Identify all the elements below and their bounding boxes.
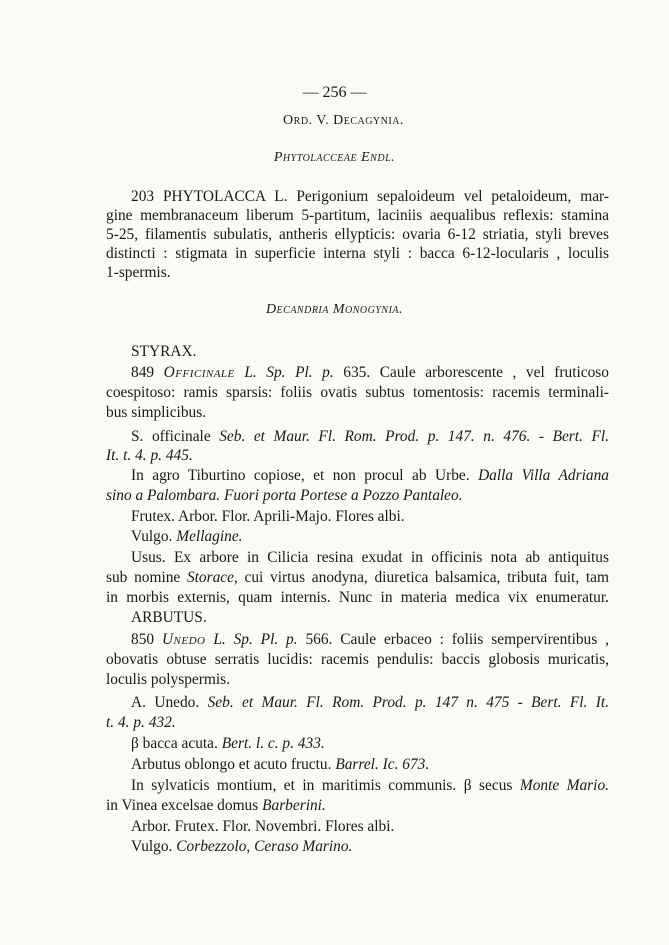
synonym-line-1 (131, 428, 609, 446)
synonym-line-2: It. t. 4. p. 445. (106, 447, 193, 464)
habitat-text: in Vinea excelsae domus (106, 797, 259, 814)
genus-203-line-2: gine membranaceum liberum 5-partitum, laciniis aequalibus reflexis: stamina (106, 207, 609, 224)
usus-drug-name: Storace, (186, 569, 238, 586)
entry-849-line-2: coespitoso: ramis sparsis: foliis ovatis subtus tomentosis: racemis terminali- (106, 384, 609, 401)
variety-reference: Bert. l. c. p. 433. (221, 735, 325, 752)
synonym-name: S. officinale (131, 428, 211, 445)
usus-line-2 (106, 569, 609, 587)
family-heading: Phytolacceae Endl. (273, 150, 396, 165)
habitat-line-2 (106, 797, 609, 815)
entry-description: Caule arborescente , vel fruticoso (379, 364, 609, 381)
genus-203-line-5: 1-spermis. (106, 264, 171, 281)
variety-line (131, 735, 609, 753)
phenology: Arbor. Frutex. Flor. Novembri. Flores albi. (131, 818, 395, 835)
habitat-locality: Barberini. (262, 797, 326, 814)
entry-page: 566. (305, 631, 333, 648)
genus-203-line-4: distincti : stigmata in superficie interna styli : bacca 6-12-locularis , loculis (106, 245, 609, 262)
entry-number: 849 (131, 364, 155, 381)
vulgar-name-line (131, 838, 609, 856)
synonym-reference: Seb. et Maur. Fl. Rom. Prod. p. 147 n. 475 - Bert. Fl. It. (207, 694, 609, 711)
entry-page: 635. (343, 364, 371, 381)
habitat-locality: Dalla Villa Adriana (478, 467, 609, 484)
phenology: Frutex. Arbor. Flor. Aprili-Majo. Flores albi. (131, 508, 405, 525)
genus-203-line-3: 5-25, filamentis subulatis, antheris ellypticis: ovaria 6-12 striatia, styli breves (106, 226, 609, 243)
vulgar-name: Mellagine. (176, 528, 243, 545)
vulgar-name: Corbezzolo, Ceraso Marino. (176, 838, 353, 855)
order-heading: Ord. V. Decagynia. (283, 113, 404, 128)
synonym-line-1 (131, 694, 609, 712)
variety-name: β bacca acuta. (131, 735, 218, 752)
usus-line-3: in morbis externis, quam internis. Nunc in materia medica vix enumeratur. (106, 589, 609, 606)
variety-synonym: Arbutus oblongo et acuto fructu. (131, 756, 332, 773)
genus-203-line-1: 203 PHYTOLACCA L. Perigonium sepaloideum vel petaloideum, mar- (131, 188, 609, 205)
entry-850-line-3: loculis polyspermis. (106, 671, 230, 688)
variety-synonym-reference: Barrel. Ic. 673. (335, 756, 430, 773)
habitat-text: In sylvaticis montium, et in maritimis communis. β secus (131, 777, 513, 794)
synonym-name: A. Unedo. (131, 694, 200, 711)
entry-number: 850 (131, 631, 155, 648)
habitat-line-2: sino a Palombara. Fuori porta Portese a Pozzo Pantaleo. (106, 487, 463, 504)
usus-line-1: Usus. Ex arbore in Cilicia resina exudat in officinis nota ab antiquitus (131, 549, 609, 566)
usus-text: sub nomine (106, 569, 181, 586)
vulgar-label: Vulgo. (131, 528, 173, 545)
entry-description: Caule erbaceo : foliis sempervirentibus , (340, 631, 609, 648)
class-heading: Decandria Monogynia. (265, 302, 404, 317)
species-name: Officinale (163, 364, 235, 381)
entry-reference: L. Sp. Pl. p. (213, 631, 298, 648)
entry-reference: L. Sp. Pl. p. (244, 364, 334, 381)
synonym-line-2: t. 4. p. 432. (106, 714, 176, 731)
species-name: Unedo (161, 631, 206, 648)
habitat-line-1 (131, 467, 609, 485)
entry-849-line-3: bus simplicibus. (106, 404, 207, 421)
entry-849-line-1 (131, 364, 609, 382)
habitat-text: In agro Tiburtino copiose, et non procul ab Urbe. (131, 467, 470, 484)
genus-styrax: STYRAX. (131, 343, 197, 360)
synonym-reference: Seb. et Maur. Fl. Rom. Prod. p. 147. n. 476. - Bert. Fl. (219, 428, 609, 445)
vulgar-label: Vulgo. (131, 838, 173, 855)
page-number: — 256 — (302, 84, 367, 101)
vulgar-name-line (131, 528, 609, 546)
habitat-line-1 (131, 777, 609, 795)
entry-850-line-2: obovatis obtuse serratis lucidis: racemis pendulis: baccis globosis muricatis, (106, 651, 609, 668)
genus-arbutus: ARBUTUS. (131, 609, 207, 626)
entry-850-line-1 (131, 631, 609, 649)
usus-text: cui virtus anodyna, diuretica balsamica, tributa fuit, tam (244, 569, 609, 586)
variety-synonym-line (131, 756, 609, 774)
habitat-locality: Monte Mario. (519, 777, 609, 794)
